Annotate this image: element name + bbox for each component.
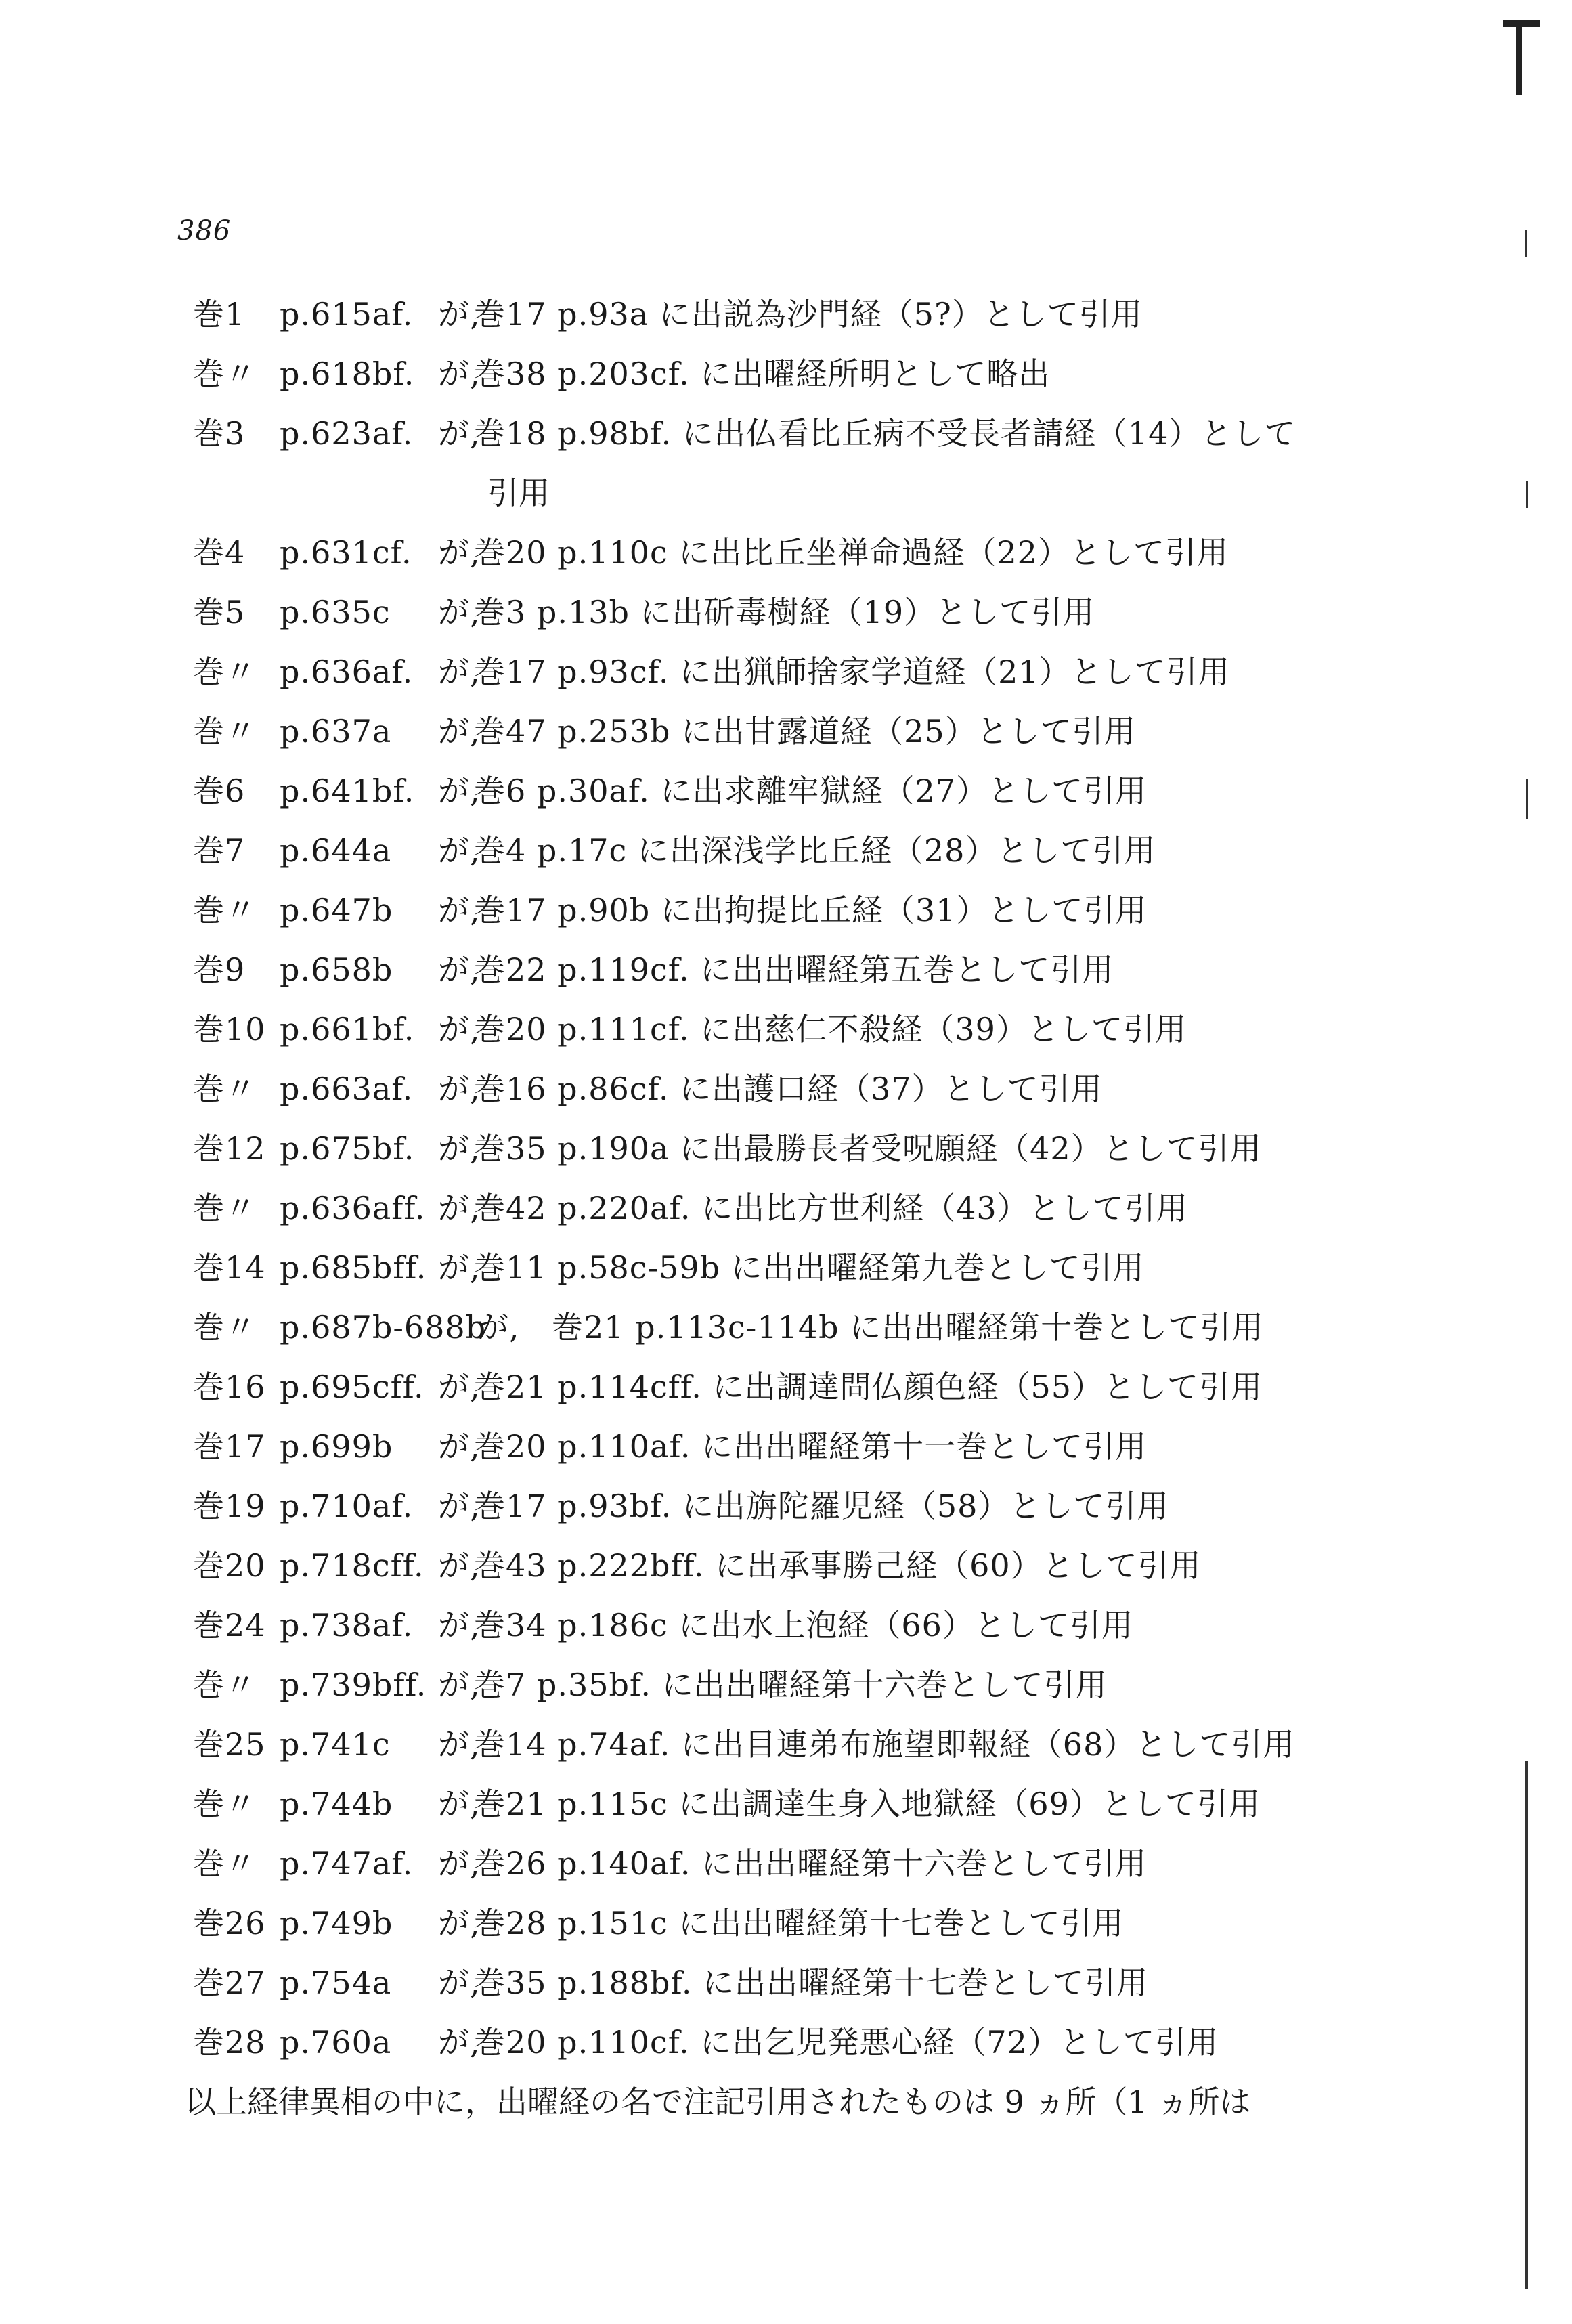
citation-target: 巻21 p.113c-114b に出出曜経第十巻として引用 (552, 1309, 1264, 1346)
citation-entry (193, 642, 1378, 702)
volume-label: 巻27 (193, 1964, 266, 2001)
margin-tick (1526, 481, 1528, 508)
citation-target: 巻35 p.190a に出最勝長者受呪願経（42）として引用 (474, 1130, 1262, 1167)
particle: が, (438, 356, 481, 392)
particle: が, (438, 1071, 481, 1107)
page-ref: p.635c (280, 594, 391, 630)
citation-target: 巻28 p.151c に出出曜経第十七巻として引用 (474, 1905, 1125, 1941)
citation-target: 巻35 p.188bf. に出出曜経第十七巻として引用 (474, 1964, 1149, 2001)
page-ref: p.744b (280, 1786, 393, 1822)
page-ref: p.675bf. (280, 1130, 415, 1167)
particle: が, (438, 415, 481, 452)
particle: が, (438, 1547, 481, 1584)
citation-target: 巻38 p.203cf. に出曜経所明として略出 (474, 356, 1051, 392)
page-ref: p.695cff. (280, 1369, 424, 1405)
citation-list (185, 284, 1378, 2132)
citation-entry (193, 761, 1378, 821)
citation-entry (193, 2013, 1378, 2072)
citation-entry (193, 1774, 1378, 1834)
citation-target: 巻20 p.110cf. に出乞児発悪心経（72）として引用 (474, 2024, 1219, 2061)
volume-label: 巻〃 (193, 653, 257, 690)
volume-label: 巻9 (193, 951, 246, 988)
particle: が, (438, 1428, 481, 1465)
particle: が, (438, 1607, 481, 1643)
citation-target: 巻17 p.93a に出説為沙門経（5?）として引用 (474, 296, 1143, 332)
particle: が, (438, 594, 481, 630)
citation-entry (193, 344, 1378, 404)
page-ref: p.663af. (280, 1071, 414, 1107)
citation-target: 巻18 p.98bf. に出仏看比丘病不受長者請経（14）として (474, 415, 1296, 452)
volume-label: 巻10 (193, 1011, 266, 1048)
volume-label: 巻〃 (193, 1071, 257, 1107)
particle: が, (438, 653, 481, 690)
citation-entry (193, 1536, 1378, 1595)
volume-label: 巻4 (193, 534, 246, 571)
citation-target: 巻42 p.220af. に出比方世利経（43）として引用 (474, 1190, 1188, 1226)
volume-label: 巻〃 (193, 1786, 257, 1822)
citation-target: 巻17 p.93bf. に出旃陀羅児経（58）として引用 (474, 1488, 1169, 1524)
volume-label: 巻19 (193, 1488, 266, 1524)
volume-label: 巻1 (193, 296, 246, 332)
citation-target: 巻17 p.90b に出拘提比丘経（31）として引用 (474, 892, 1148, 928)
volume-label: 巻24 (193, 1607, 266, 1643)
volume-label: 巻7 (193, 832, 246, 869)
volume-label: 巻20 (193, 1547, 266, 1584)
citation-entry (193, 1655, 1378, 1715)
continuation-text: 引用 (487, 475, 550, 511)
particle: が, (438, 892, 481, 928)
citation-entry (193, 880, 1378, 940)
citation-target: 巻4 p.17c に出深浅学比丘経（28）として引用 (474, 832, 1156, 869)
citation-entry (193, 1953, 1378, 2013)
particle: が, (438, 1845, 481, 1882)
particle: が, (438, 832, 481, 869)
citation-entry (193, 1178, 1378, 1238)
particle: が, (438, 296, 481, 332)
volume-label: 巻17 (193, 1428, 266, 1465)
particle: が, (438, 1369, 481, 1405)
citation-entry (193, 1834, 1378, 1893)
page-ref: p.760a (280, 2024, 392, 2061)
margin-tick (1526, 779, 1528, 819)
particle: が, (438, 773, 481, 809)
page-ref: p.754a (280, 1964, 392, 2001)
volume-label: 巻〃 (193, 713, 257, 750)
citation-entry (193, 1893, 1378, 1953)
page-ref: p.636af. (280, 653, 414, 690)
citation-entry (193, 582, 1378, 642)
citation-entry (193, 1297, 1378, 1357)
citation-entry (193, 821, 1378, 880)
particle: が, (438, 2024, 481, 2061)
page-ref: p.641bf. (280, 773, 415, 809)
corner-mark-stem (1516, 20, 1522, 95)
citation-target: 巻3 p.13b に出斫毒樹経（19）として引用 (474, 594, 1095, 630)
volume-label: 巻26 (193, 1905, 266, 1941)
page-ref: p.647b (280, 892, 393, 928)
volume-label: 巻25 (193, 1726, 266, 1763)
page-ref: p.749b (280, 1905, 393, 1941)
volume-label: 巻〃 (193, 1309, 257, 1346)
citation-entry (193, 523, 1378, 582)
particle: が, (438, 1488, 481, 1524)
particle: が, (438, 1190, 481, 1226)
page-number: 386 (177, 215, 232, 246)
page-ref: p.699b (280, 1428, 393, 1465)
citation-target: 巻20 p.111cf. に出慈仁不殺経（39）として引用 (474, 1011, 1187, 1048)
citation-entry (193, 1595, 1378, 1655)
citation-entry (193, 999, 1378, 1059)
citation-target: 巻47 p.253b に出甘露道経（25）として引用 (474, 713, 1136, 750)
page-ref: p.718cff. (280, 1547, 424, 1584)
entry-continuation (193, 463, 1378, 523)
citation-target: 巻22 p.119cf. に出出曜経第五巻として引用 (474, 951, 1114, 988)
particle: が, (438, 1964, 481, 2001)
page-ref: p.687b-688b (280, 1309, 487, 1346)
citation-target: 巻20 p.110af. に出出曜経第十一巻として引用 (474, 1428, 1148, 1465)
citation-entry (193, 1715, 1378, 1774)
particle: が, (477, 1309, 520, 1346)
page-ref: p.661bf. (280, 1011, 415, 1048)
citation-target: 巻34 p.186c に出水上泡経（66）として引用 (474, 1607, 1133, 1643)
citation-target: 巻7 p.35bf. に出出曜経第十六巻として引用 (474, 1666, 1108, 1703)
closing-text: 以上経律異相の中に，出曜経の名で注記引用されたものは 9 ヵ所（1 ヵ所は (185, 2084, 1251, 2120)
particle: が, (438, 1011, 481, 1048)
particle: が, (438, 1726, 481, 1763)
citation-target: 巻16 p.86cf. に出護口経（37）として引用 (474, 1071, 1103, 1107)
page-ref: p.618bf. (280, 356, 415, 392)
page-ref: p.738af. (280, 1607, 414, 1643)
volume-label: 巻28 (193, 2024, 266, 2061)
page-ref: p.636aff. (280, 1190, 426, 1226)
citation-entry (193, 1357, 1378, 1417)
citation-entry (193, 940, 1378, 999)
page-ref: p.739bff. (280, 1666, 427, 1703)
particle: が, (438, 951, 481, 988)
volume-label: 巻14 (193, 1249, 266, 1286)
citation-entry (193, 284, 1378, 344)
page-ref: p.710af. (280, 1488, 414, 1524)
citation-target: 巻20 p.110c に出比丘坐禅命過経（22）として引用 (474, 534, 1229, 571)
citation-target: 巻26 p.140af. に出出曜経第十六巻として引用 (474, 1845, 1148, 1882)
citation-target: 巻14 p.74af. に出目連弟布施望即報経（68）として引用 (474, 1726, 1295, 1763)
page-ref: p.631cf. (280, 534, 412, 571)
volume-label: 巻12 (193, 1130, 266, 1167)
page-ref: p.615af. (280, 296, 414, 332)
particle: が, (438, 713, 481, 750)
volume-label: 巻〃 (193, 1190, 257, 1226)
volume-label: 巻5 (193, 594, 246, 630)
volume-label: 巻16 (193, 1369, 266, 1405)
citation-target: 巻21 p.114cff. に出調達問仏顔色経（55）として引用 (474, 1369, 1263, 1405)
margin-rule (1525, 1761, 1528, 2289)
particle: が, (438, 534, 481, 571)
margin-tick (1525, 230, 1527, 257)
citation-entry (193, 702, 1378, 761)
citation-entry (193, 1417, 1378, 1476)
citation-target: 巻11 p.58c-59b に出出曜経第九巻として引用 (474, 1249, 1145, 1286)
volume-label: 巻〃 (193, 356, 257, 392)
citation-entry (193, 1238, 1378, 1297)
citation-target: 巻21 p.115c に出調達生身入地獄経（69）として引用 (474, 1786, 1261, 1822)
citation-entry (193, 1119, 1378, 1178)
page-ref: p.685bff. (280, 1249, 427, 1286)
volume-label: 巻6 (193, 773, 246, 809)
page-ref: p.644a (280, 832, 392, 869)
citation-target: 巻6 p.30af. に出求離牢獄経（27）として引用 (474, 773, 1148, 809)
citation-target: 巻43 p.222bff. に出承事勝己経（60）として引用 (474, 1547, 1202, 1584)
closing-paragraph (185, 2072, 1370, 2132)
page-ref: p.747af. (280, 1845, 414, 1882)
citation-entry (193, 1476, 1378, 1536)
particle: が, (438, 1249, 481, 1286)
page-ref: p.623af. (280, 415, 414, 452)
citation-entry (193, 1059, 1378, 1119)
citation-entry (193, 404, 1378, 463)
volume-label: 巻〃 (193, 892, 257, 928)
page-ref: p.741c (280, 1726, 391, 1763)
citation-target: 巻17 p.93cf. に出猟師捨家学道経（21）として引用 (474, 653, 1230, 690)
page-ref: p.637a (280, 713, 392, 750)
particle: が, (438, 1130, 481, 1167)
volume-label: 巻3 (193, 415, 246, 452)
particle: が, (438, 1905, 481, 1941)
volume-label: 巻〃 (193, 1666, 257, 1703)
page-ref: p.658b (280, 951, 393, 988)
particle: が, (438, 1666, 481, 1703)
particle: が, (438, 1786, 481, 1822)
volume-label: 巻〃 (193, 1845, 257, 1882)
